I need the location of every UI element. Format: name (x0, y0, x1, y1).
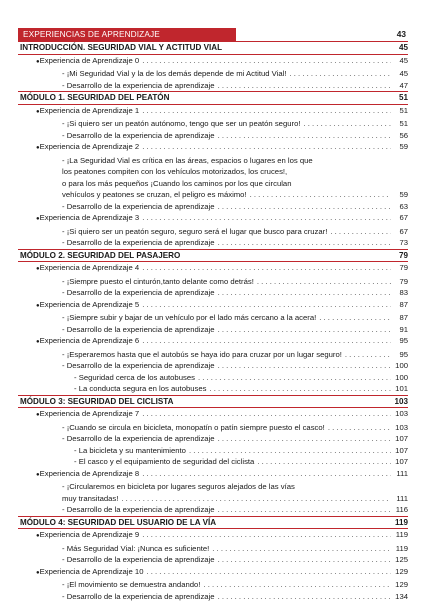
dot-leader (257, 456, 391, 468)
toc-entry-text: - Desarrollo de la experiencia de aprendizaje (62, 591, 215, 602)
dot-leader (218, 591, 391, 602)
toc-entry-text: - ¡El movimiento se demuestra andando! (62, 579, 200, 591)
dot-leader (203, 579, 391, 591)
dot-leader (218, 433, 391, 445)
toc-entry-text: - La bicicleta y su mantenimiento (74, 445, 186, 457)
toc-page-number: 134 (394, 591, 408, 602)
toc-page-number: 63 (394, 201, 408, 213)
toc-page-number: 47 (394, 80, 408, 92)
toc-entry-text: - La conducta segura en los autobuses (74, 383, 207, 395)
toc-page-number: 67 (394, 226, 408, 238)
dot-leader (189, 445, 391, 457)
section-title-box: EXPERIENCIAS DE APRENDIZAJE (18, 28, 236, 41)
toc-entry[interactable] (18, 201, 408, 213)
toc-entry-text: - Seguridad cerca de los autobuses (74, 372, 195, 384)
toc-entry-text: - ¡Si quiero ser un peatón autónomo, tengo que ser un peatón seguro! (62, 118, 300, 130)
toc-entry-multiline[interactable] (18, 155, 408, 201)
dot-leader (198, 372, 391, 384)
dot-leader (218, 324, 391, 336)
toc-page-number: 95 (394, 335, 408, 347)
toc-page-number: 103 (394, 408, 408, 420)
bullet-icon: ● (36, 337, 40, 349)
toc-entry[interactable] (18, 408, 408, 422)
dot-leader (218, 360, 391, 372)
toc-entry[interactable] (18, 262, 408, 276)
toc-entry-line: o para los más pequeños ¡Cuando los caminos por los que circulan (18, 178, 408, 190)
toc-entry-line: los peatones compiten con los vehículos motorizados, los cruces!, (18, 166, 408, 178)
toc-entry-text: - Desarrollo de la experiencia de aprendizaje (62, 554, 215, 566)
toc-module-heading[interactable] (18, 516, 408, 530)
toc-page-number: 111 (394, 468, 408, 480)
dot-leader (142, 105, 391, 117)
toc-entry[interactable] (18, 299, 408, 313)
toc-entry[interactable] (18, 456, 408, 468)
toc-module-heading[interactable] (18, 395, 408, 409)
toc-page-number: 51 (394, 105, 408, 117)
dot-leader (290, 68, 392, 80)
toc-entry-text: - Desarrollo de la experiencia de aprendizaje (62, 504, 215, 516)
toc-page-number: 100 (394, 360, 408, 372)
toc-entry[interactable] (18, 468, 408, 482)
toc-entry[interactable] (18, 383, 408, 395)
toc-page-number: 125 (394, 554, 408, 566)
toc-entry-line: - ¡La Seguridad Vial es crítica en las áreas, espacios o lugares en los que (18, 155, 408, 167)
toc-entry[interactable] (18, 372, 408, 384)
toc-page-number: 59 (394, 141, 408, 153)
toc-entry[interactable] (18, 324, 408, 336)
toc-entry[interactable] (18, 566, 408, 580)
toc-entry-text: - ¡Cuando se circula en bicicleta, monopatín o patín siempre puesto el casco! (62, 422, 325, 434)
toc-page-number: 119 (394, 543, 408, 555)
bullet-icon: ● (36, 264, 40, 276)
toc-page-number: 100 (394, 372, 408, 384)
toc-entry[interactable] (18, 287, 408, 299)
dot-leader (142, 299, 391, 311)
toc-entry-text: Experiencia de Aprendizaje 5 (40, 299, 140, 311)
toc-entry[interactable] (18, 212, 408, 226)
toc-page-number: 45 (394, 42, 408, 54)
toc-page-number: 79 (394, 276, 408, 288)
toc-entry[interactable] (18, 504, 408, 516)
toc-entry-text: Experiencia de Aprendizaje 6 (40, 335, 140, 347)
toc-header (18, 28, 408, 42)
toc-entry[interactable] (18, 335, 408, 349)
bullet-icon: ● (36, 410, 40, 422)
dot-leader (142, 212, 391, 224)
toc-entry-text: - Desarrollo de la experiencia de aprendizaje (62, 201, 215, 213)
toc-page-number: 45 (394, 68, 408, 80)
toc-entry-text: Experiencia de Aprendizaje 7 (40, 408, 140, 420)
toc-page-number: 59 (394, 189, 408, 201)
toc-page-number: 107 (394, 456, 408, 468)
toc-entry[interactable] (18, 360, 408, 372)
toc-module-heading[interactable] (18, 249, 408, 263)
dot-leader (218, 237, 391, 249)
toc-entry-text: Experiencia de Aprendizaje 9 (40, 529, 140, 541)
bullet-icon: ● (36, 214, 40, 226)
toc-entry[interactable] (18, 68, 408, 80)
toc-entry-text: muy transitadas! (62, 493, 118, 505)
dot-leader (303, 118, 391, 130)
toc-entry-text: Experiencia de Aprendizaje 4 (40, 262, 140, 274)
toc-entry-multiline[interactable] (18, 481, 408, 504)
toc-entry[interactable] (18, 130, 408, 142)
toc-entry-text: Experiencia de Aprendizaje 10 (40, 566, 144, 578)
dot-leader (218, 504, 391, 516)
toc-entry-text: MÓDULO 1. SEGURIDAD DEL PEATÓN (20, 92, 169, 104)
toc-entry[interactable] (18, 237, 408, 249)
toc-page-number: 73 (394, 237, 408, 249)
dot-leader (121, 493, 391, 505)
toc-page-number: 83 (394, 287, 408, 299)
toc-entry[interactable] (18, 445, 408, 457)
toc-entry-text: - ¡Si quiero ser un peatón seguro, seguro será el lugar que busco para cruzar! (62, 226, 327, 238)
toc-entry[interactable] (18, 422, 408, 434)
toc-entry-text: vehículos y peatones se cruzan, el peligro es máximo! (62, 189, 247, 201)
toc-entry[interactable] (18, 579, 408, 591)
toc-module-heading[interactable] (18, 91, 408, 105)
dot-leader (218, 287, 391, 299)
toc-page (18, 28, 408, 602)
dot-leader (218, 554, 391, 566)
toc-entry[interactable] (18, 276, 408, 288)
dot-leader (328, 422, 391, 434)
toc-page-number: 87 (394, 312, 408, 324)
toc-page-number: 95 (394, 349, 408, 361)
toc-entry-text: - Desarrollo de la experiencia de aprendizaje (62, 130, 215, 142)
dot-leader (142, 55, 391, 67)
toc-entry[interactable] (18, 554, 408, 566)
toc-page-number: 45 (394, 55, 408, 67)
bullet-icon: ● (36, 301, 40, 313)
toc-entry-line: - ¡Circularemos en bicicleta por lugares seguros alejados de las vías (18, 481, 408, 493)
dot-leader (250, 189, 391, 201)
bullet-icon: ● (36, 568, 40, 580)
toc-page-number: 101 (394, 383, 408, 395)
toc-page-number: 87 (394, 299, 408, 311)
bullet-icon: ● (36, 107, 40, 119)
toc-entry-text: Experiencia de Aprendizaje 1 (40, 105, 140, 117)
toc-entry-text: - ¡Siempre subir y bajar de un vehículo por el lado más cercano a la acera! (62, 312, 316, 324)
toc-entry-line (18, 189, 408, 201)
toc-page-number: 51 (394, 92, 408, 104)
toc-entry-text: Experiencia de Aprendizaje 0 (40, 55, 140, 67)
toc-page-number: 51 (394, 118, 408, 130)
toc-page-number: 67 (394, 212, 408, 224)
toc-page-number: 103 (394, 422, 408, 434)
toc-entry[interactable] (18, 105, 408, 119)
toc-page-number: 107 (394, 445, 408, 457)
toc-entry[interactable] (18, 312, 408, 324)
toc-page-number: 116 (394, 504, 408, 516)
toc-entry-text: INTRODUCCIÓN. SEGURIDAD VIAL Y ACTITUD VIAL (20, 42, 222, 54)
toc-entry-text: - ¡Esperaremos hasta que el autobús se haya ido para cruzar por un lugar seguro! (62, 349, 342, 361)
dot-leader (319, 312, 391, 324)
bullet-icon: ● (36, 470, 40, 482)
toc-entry-text: MÓDULO 3: SEGURIDAD DEL CICLISTA (20, 396, 173, 408)
toc-entry-text: MÓDULO 4: SEGURIDAD DEL USUARIO DE LA VÍA (20, 517, 216, 529)
toc-entry-text: - Más Seguridad Vial: ¡Nunca es suficiente! (62, 543, 209, 555)
dot-leader (142, 408, 391, 420)
toc-entry[interactable] (18, 55, 408, 69)
toc-entry[interactable] (18, 349, 408, 361)
toc-entry-text: MÓDULO 2. SEGURIDAD DEL PASAJERO (20, 250, 180, 262)
toc-entry[interactable] (18, 591, 408, 602)
dot-leader (142, 468, 391, 480)
dot-leader (142, 141, 391, 153)
toc-entry[interactable] (18, 543, 408, 555)
toc-entry[interactable] (18, 529, 408, 543)
dot-leader (345, 349, 391, 361)
toc-page-number: 129 (394, 566, 408, 578)
toc-entry-text: - Desarrollo de la experiencia de aprendizaje (62, 360, 215, 372)
dot-leader (212, 543, 391, 555)
toc-page-number: 111 (394, 493, 408, 505)
dot-leader (210, 383, 392, 395)
toc-page-number: 119 (394, 529, 408, 541)
toc-page-number: 56 (394, 130, 408, 142)
toc-page-number: 91 (394, 324, 408, 336)
dot-leader (142, 262, 391, 274)
dot-leader (142, 335, 391, 347)
toc-entry-text: - Desarrollo de la experiencia de aprendizaje (62, 237, 215, 249)
toc-entry[interactable] (18, 226, 408, 238)
toc-page-number: 107 (394, 433, 408, 445)
toc-entry[interactable] (18, 433, 408, 445)
bullet-icon: ● (36, 143, 40, 155)
bullet-icon: ● (36, 531, 40, 543)
bullet-icon: ● (36, 57, 40, 69)
dot-leader (218, 201, 391, 213)
table-of-contents (18, 42, 408, 602)
dot-leader (330, 226, 391, 238)
toc-entry-text: - El casco y el equipamiento de seguridad del ciclista (74, 456, 254, 468)
toc-page-number: 79 (394, 262, 408, 274)
toc-entry-text: Experiencia de Aprendizaje 2 (40, 141, 140, 153)
dot-leader (218, 130, 391, 142)
dot-leader (218, 80, 391, 92)
dot-leader (142, 529, 391, 541)
toc-entry-text: - ¡Siempre puesto el cinturón,tanto delante como detrás! (62, 276, 254, 288)
dot-leader (257, 276, 391, 288)
toc-entry[interactable] (18, 118, 408, 130)
toc-entry-text: - Desarrollo de la experiencia de aprendizaje (62, 324, 215, 336)
toc-page-number: 103 (394, 396, 408, 408)
toc-module-heading[interactable] (18, 42, 408, 55)
toc-entry-line (18, 493, 408, 505)
toc-entry-text: Experiencia de Aprendizaje 3 (40, 212, 140, 224)
toc-page-number: 129 (394, 579, 408, 591)
toc-entry[interactable] (18, 141, 408, 155)
toc-entry-text: - Desarrollo de la experiencia de aprendizaje (62, 433, 215, 445)
toc-page-number: 119 (394, 517, 408, 529)
toc-page-number: 79 (394, 250, 408, 262)
toc-entry-text: Experiencia de Aprendizaje 8 (40, 468, 140, 480)
dot-leader (146, 566, 391, 578)
toc-entry-text: - ¡Mi Seguridad Vial y la de los demás depende de mi Actitud Vial! (62, 68, 287, 80)
header-page-number: 43 (397, 28, 406, 41)
toc-entry-text: - Desarrollo de la experiencia de aprendizaje (62, 287, 215, 299)
toc-entry-text: - Desarrollo de la experiencia de aprendizaje (62, 80, 215, 92)
toc-entry[interactable] (18, 80, 408, 92)
